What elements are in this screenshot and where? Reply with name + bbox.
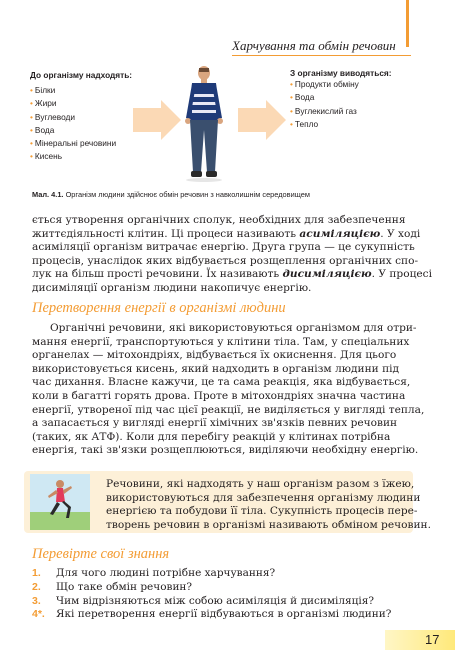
text-line: енергії, утвореної під час цієї реакції, не виділяється у вигляді тепла, xyxy=(32,403,425,416)
question-number: 4*. xyxy=(32,608,45,621)
question-text: Чим відрізняються між собою асиміляція й дисиміляція? xyxy=(56,594,375,607)
page-number: 17 xyxy=(425,632,440,647)
top-accent-bar xyxy=(406,0,409,47)
question-item xyxy=(32,567,391,581)
output-item: • Продукти обміну xyxy=(290,78,359,91)
question-item xyxy=(32,581,391,595)
text-line: час дихання. Власне кажучи, це та сама реакція, яка відбувається, xyxy=(32,376,411,389)
question-item xyxy=(32,595,391,609)
output-item: • Тепло xyxy=(290,118,359,131)
text-line: використовується кисень, який надходить в організм людини під xyxy=(32,362,400,375)
text-line: енергія, такі зв'язки розщеплюються, виділяючи необхідну енергію. xyxy=(32,444,419,457)
question-number: 1. xyxy=(32,567,41,579)
text-line: ється утворення органічних сполук, необхідних для забезпечення xyxy=(32,214,406,226)
output-item: • Вода xyxy=(290,91,359,104)
input-heading: До організму надходять: xyxy=(30,70,133,80)
questions-heading: Перевірте свої знання xyxy=(32,546,170,562)
input-list xyxy=(30,84,116,164)
figure-caption xyxy=(32,190,310,199)
chapter-title: Харчування та обмін речовин xyxy=(232,38,396,53)
text-line: використовуються для забезпечення організму людини xyxy=(106,491,421,504)
page-number-tab xyxy=(385,630,455,650)
question-text: Що таке обмін речовин? xyxy=(56,580,193,593)
section-heading-energy: Перетворення енергії в організмі людини xyxy=(32,300,286,316)
question-number: 2. xyxy=(32,580,41,593)
header-rule xyxy=(232,55,411,56)
text-line: мання енергії, транспортуються у клітини тіла. Там, у спеціальних xyxy=(32,335,410,348)
question-text: Які перетворення енергії відбуваються в організмі людини? xyxy=(56,608,392,621)
input-item: • Вода xyxy=(30,124,116,137)
text-line: творень речовин в організмі називають обміном речовин. xyxy=(106,518,431,531)
text-line: органелах — мітохондріях, відбувається їх окиснення. Для цього xyxy=(32,349,397,362)
text-line: асиміляції організм витрачає енергію. Друга група — це сукупність xyxy=(32,241,415,254)
output-list xyxy=(290,78,359,131)
text-line: процесів, унаслідок яких відбувається розщеплення органічних спо- xyxy=(32,254,419,267)
input-item: • Мінеральні речовини xyxy=(30,137,116,150)
summary-text xyxy=(106,478,431,532)
input-item: • Кисень xyxy=(30,150,116,163)
text-line: лук на більш прості речовини. Їх називають дисиміляцією. У процесі xyxy=(32,268,432,281)
paragraph-energy xyxy=(32,322,425,458)
text-line: а запасається у вигляді енергії хімічних зв'язків певних речовин xyxy=(32,417,398,430)
text-line: коли в багатті горять дрова. Проте в мітохондріях значна частина xyxy=(32,389,406,402)
caption-label: Мал. 4.1. xyxy=(32,190,64,199)
input-item: • Білки xyxy=(30,84,116,97)
text-line: дисиміляції організм людини накопичує енергію. xyxy=(32,281,312,294)
running-woman-illustration xyxy=(30,474,90,530)
question-text: Для чого людині потрібне харчування? xyxy=(56,567,276,579)
output-heading: З організму виводяться: xyxy=(290,68,392,78)
question-item xyxy=(32,608,391,622)
input-item: • Вуглеводи xyxy=(30,111,116,124)
paragraph-assimilation xyxy=(32,214,432,296)
caption-text: Організм людини здійснює обмін речовин з навколишнім середовищем xyxy=(65,190,310,199)
output-item: • Вуглекислий газ xyxy=(290,105,359,118)
text-line: (таких, як АТФ). Коли для перебігу реакцій у клітинах потрібна xyxy=(32,430,391,443)
text-line: Речовини, які надходять у наш організм разом з їжею, xyxy=(106,478,415,490)
input-item: • Жири xyxy=(30,97,116,110)
text-line: енергією та побудови її тіла. Сукупність процесів пере- xyxy=(106,505,418,518)
text-line: життєдіяльності клітин. Ці процеси називають асиміляцією. У ході xyxy=(32,227,421,240)
arrow-in-icon xyxy=(133,100,181,140)
questions-list xyxy=(32,567,391,622)
text-line: Органічні речовини, які використовуються організмом для отри- xyxy=(50,322,417,334)
question-number: 3. xyxy=(32,594,41,607)
arrow-out-icon xyxy=(238,100,286,140)
person-illustration xyxy=(178,64,230,182)
